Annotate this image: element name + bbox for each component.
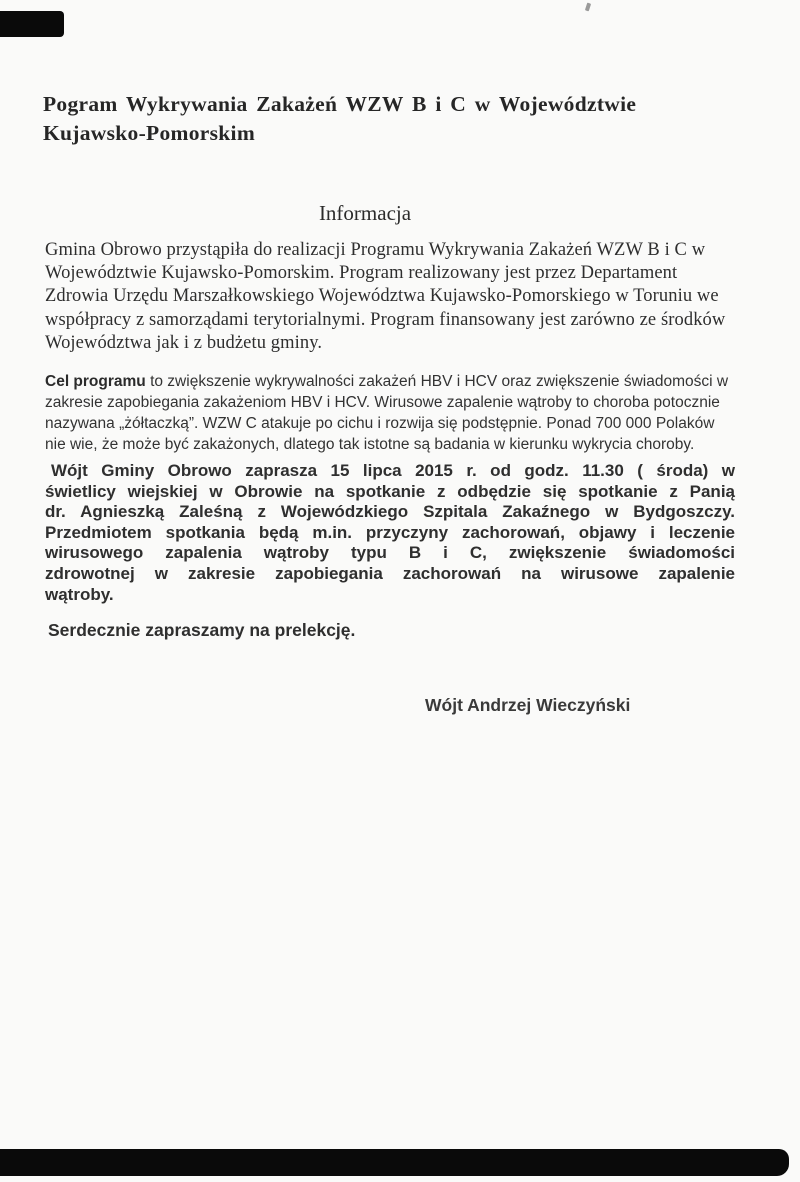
scan-artifact-top-left-bar [0, 11, 64, 37]
signature-line: Wójt Andrzej Wieczyński [425, 695, 631, 715]
program-goal-paragraph [45, 371, 745, 455]
section-heading: Informacja [318, 201, 412, 225]
goal-lead-bold: Cel programu [45, 373, 146, 390]
closing-line: Serdecznie zapraszamy na prelekcję. [48, 620, 356, 640]
document-title: Pogram Wykrywania Zakażeń WZW B i C w Województwie Kujawsko-Pomorskim [43, 92, 637, 145]
scan-artifact-bottom-bar [0, 1149, 789, 1176]
goal-first-line-rest: to zwiększenie wykrywalności zakażeń HBV i HCV oraz zwiększenie świadomości w [145, 373, 729, 390]
scan-speck [585, 3, 591, 12]
invitation-paragraph: Wójt Gminy Obrowo zaprasza 15 lipca 2015 r. od godz. 11.30 ( środa) w świetlicy wiejskiej w Obrowie na spotkanie z odbędzie się spotkanie z Panią dr. Agnieszką Zaleśną z Wojewódzkiego Szpitala Zakaźnego w Bydgoszczy. Przedmiotem spotkania będą m.in. przyczyny zachorowań, objawy i leczenie wirusowego zapalenia wątroby typu B i C, zwiększenie świadomości zdrowotnej w zakresie zapobiegania zachorowań na wirusowe zapalenie wątroby. [45, 461, 735, 604]
goal-remaining-lines: zakresie zapobiegania zakażeniom HBV i HCV. Wirusowe zapalenie wątroby to choroba potocznie nazywana „żółtaczką”. WZW C atakuje po cichu i rozwija się podstępnie. Ponad 700 000 Polaków nie wie, że może być zakażonych, dlatego tak istotne są badania w kierunku wykrycia choroby. [45, 394, 720, 453]
goal-first-line [45, 371, 745, 392]
intro-paragraph: Gmina Obrowo przystąpiła do realizacji Programu Wykrywania Zakażeń WZW B i C w Województwie Kujawsko-Pomorskim. Program realizowany jest przez Departament Zdrowia Urzędu Marszałkowskiego Województwa Kujawsko-Pomorskiego w Toruniu we współpracy z samorządami terytorialnymi. Program finansowany jest zarówno ze środków Województwa jak i z budżetu gminy. [45, 240, 726, 353]
